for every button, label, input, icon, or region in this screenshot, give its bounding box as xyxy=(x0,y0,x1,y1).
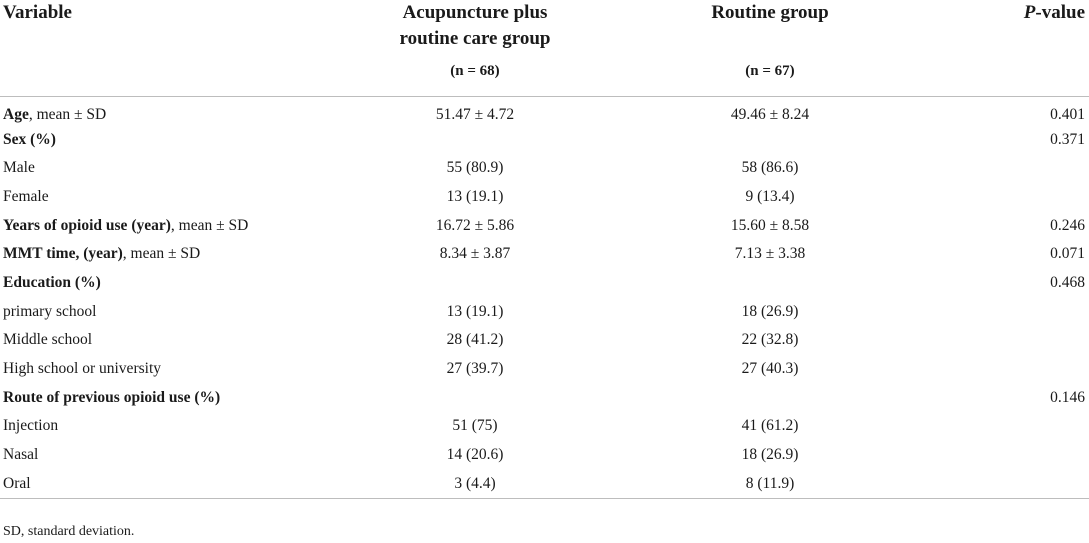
header-routine-label: Routine group xyxy=(711,2,829,23)
table-row xyxy=(0,412,1089,441)
header-acupuncture-line1: Acupuncture plus xyxy=(402,2,548,23)
variable-label: Oral xyxy=(3,474,31,492)
cell-acupuncture xyxy=(330,269,620,298)
cell-variable xyxy=(0,240,330,269)
cell-routine xyxy=(620,269,920,298)
cell-routine xyxy=(620,125,920,154)
cell-variable xyxy=(0,154,330,183)
variable-label: , mean ± SD xyxy=(28,105,107,123)
cell-p-value xyxy=(920,183,1089,212)
cell-routine: 18 (26.9) xyxy=(741,446,799,464)
cell-p-value: 0.146 xyxy=(1050,388,1085,406)
cell-acupuncture: 51.47 ± 4.72 xyxy=(435,105,515,123)
cell-variable xyxy=(0,183,330,212)
cell-variable xyxy=(0,297,330,326)
variable-label: Female xyxy=(3,187,49,205)
header-routine-group xyxy=(620,0,920,97)
cell-variable xyxy=(0,326,330,355)
cell-routine xyxy=(620,383,920,412)
cell-variable xyxy=(0,97,330,126)
cell-acupuncture: 8.34 ± 3.87 xyxy=(439,245,511,263)
cell-p-value xyxy=(920,154,1089,183)
cell-variable xyxy=(0,125,330,154)
variable-bold-label: MMT time, (year) xyxy=(3,245,123,263)
variable-label: primary school xyxy=(3,302,97,320)
table-row xyxy=(0,355,1089,384)
cell-acupuncture xyxy=(330,383,620,412)
cell-acupuncture: 14 (20.6) xyxy=(446,446,504,464)
cell-acupuncture: 16.72 ± 5.86 xyxy=(435,216,515,234)
header-p-value xyxy=(920,0,1089,97)
table-body xyxy=(0,97,1089,499)
header-variable-label: Variable xyxy=(3,2,72,23)
table-row xyxy=(0,183,1089,212)
cell-variable xyxy=(0,383,330,412)
cell-routine: 58 (86.6) xyxy=(741,159,799,177)
cell-routine: 15.60 ± 8.58 xyxy=(730,216,810,234)
cell-p-value: 0.468 xyxy=(1050,273,1085,291)
table-row xyxy=(0,326,1089,355)
header-p-italic: P xyxy=(1023,2,1036,23)
cell-variable xyxy=(0,441,330,470)
cell-acupuncture: 13 (19.1) xyxy=(446,187,504,205)
table-row xyxy=(0,441,1089,470)
cell-routine: 22 (32.8) xyxy=(741,331,799,349)
table-row xyxy=(0,469,1089,498)
cell-routine: 8 (11.9) xyxy=(620,469,920,498)
table-row xyxy=(0,97,1089,126)
table-row xyxy=(0,297,1089,326)
cell-acupuncture: 27 (39.7) xyxy=(446,360,504,378)
table-row xyxy=(0,154,1089,183)
cell-acupuncture xyxy=(330,125,620,154)
cell-p-value: 0.401 xyxy=(1050,105,1085,123)
cell-p-value xyxy=(920,412,1089,441)
cell-p-value xyxy=(920,297,1089,326)
variable-label: Middle school xyxy=(3,331,93,349)
header-acupuncture-n: (n = 68) xyxy=(450,63,500,79)
cell-variable xyxy=(0,269,330,298)
variable-label: High school or university xyxy=(3,360,161,378)
cell-p-value xyxy=(920,441,1089,470)
cell-p-value xyxy=(920,469,1089,498)
cell-routine: 18 (26.9) xyxy=(741,302,799,320)
header-routine-n: (n = 67) xyxy=(745,63,795,79)
variable-bold-label: Route of previous opioid use (%) xyxy=(3,388,221,406)
header-variable xyxy=(0,0,330,97)
table-footnote: SD, standard deviation. xyxy=(3,524,135,539)
variable-bold-label: Age xyxy=(3,105,29,123)
cell-routine: 27 (40.3) xyxy=(741,360,799,378)
cell-variable xyxy=(0,412,330,441)
cell-p-value: 0.371 xyxy=(1050,130,1085,148)
cell-p-value xyxy=(920,355,1089,384)
cell-routine: 49.46 ± 8.24 xyxy=(730,105,810,123)
variable-label: Nasal xyxy=(3,446,39,464)
table-row xyxy=(0,383,1089,412)
variable-label: Male xyxy=(3,159,35,177)
cell-p-value: 0.246 xyxy=(1050,216,1085,234)
variable-label: Injection xyxy=(3,417,59,435)
variable-bold-label: Education (%) xyxy=(3,273,101,291)
table-row xyxy=(0,240,1089,269)
table-row xyxy=(0,125,1089,154)
table-row xyxy=(0,211,1089,240)
cell-acupuncture: 13 (19.1) xyxy=(446,302,504,320)
cell-acupuncture: 51 (75) xyxy=(452,417,498,435)
cell-acupuncture: 28 (41.2) xyxy=(446,331,504,349)
cell-variable xyxy=(0,469,330,498)
variable-bold-label: Years of opioid use (year) xyxy=(3,216,171,234)
variable-label: , mean ± SD xyxy=(170,216,249,234)
cell-routine: 7.13 ± 3.38 xyxy=(734,245,806,263)
header-p-rest: -value xyxy=(1035,2,1085,23)
header-acupuncture-group xyxy=(330,0,620,97)
variable-bold-label: Sex (%) xyxy=(3,130,56,148)
cell-routine: 9 (13.4) xyxy=(745,187,795,205)
table-header xyxy=(0,0,1089,97)
cell-p-value: 0.071 xyxy=(1050,245,1085,263)
cell-variable xyxy=(0,355,330,384)
variable-label: , mean ± SD xyxy=(122,245,201,263)
cell-acupuncture: 3 (4.4) xyxy=(330,469,620,498)
cell-p-value xyxy=(920,326,1089,355)
cell-acupuncture: 55 (80.9) xyxy=(446,159,504,177)
table-row xyxy=(0,269,1089,298)
header-acupuncture-line2: routine care group xyxy=(399,28,551,49)
cell-variable xyxy=(0,211,330,240)
cell-routine: 41 (61.2) xyxy=(741,417,799,435)
